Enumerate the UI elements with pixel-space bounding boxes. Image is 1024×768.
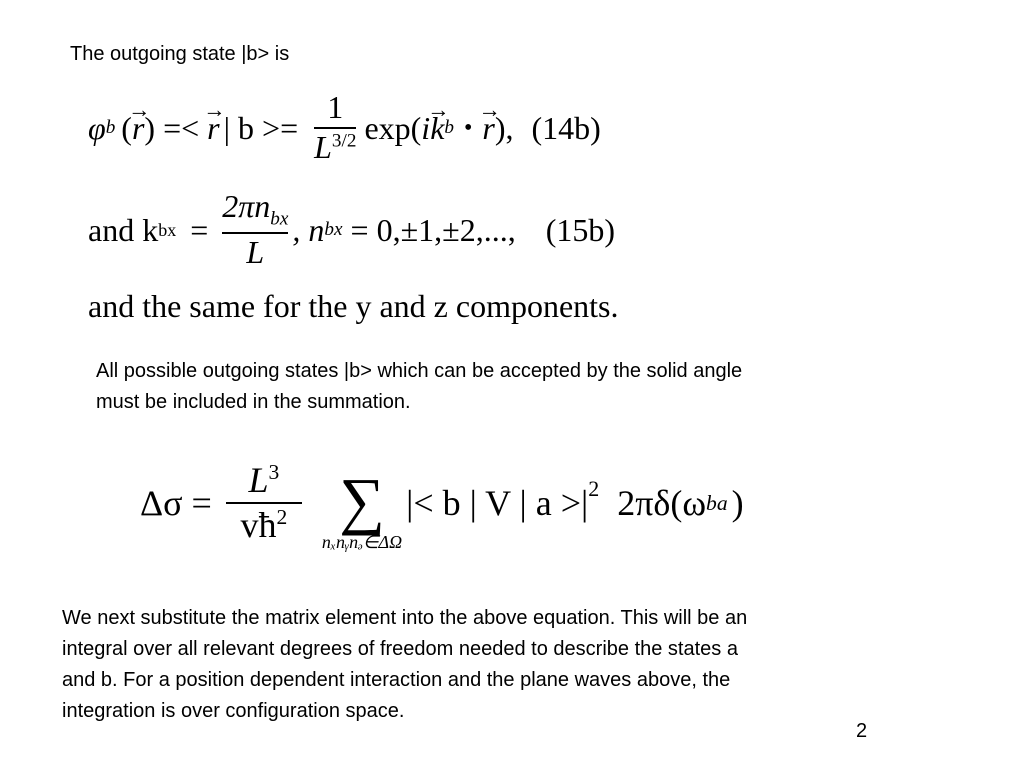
paragraph-2-line-3: and b. For a position dependent interaction and the plane waves above, the [62,669,731,691]
r-vector: → r [132,110,144,147]
sigma-denominator: $vħ^2$ [240,505,288,545]
eq15b-denominator: L [246,233,265,270]
paragraph-2-line-1: We next substitute the matrix element into the above equation. This will be an [62,607,748,629]
n-values: = 0,±1,±2,..., [350,211,516,248]
sum-lower-limit: nₓnᵧnₔ∈ΔΩ [321,532,403,553]
eq14b-ket: | b >= [223,109,307,146]
delta-function: 2πδ(ω [617,483,707,523]
k-subscript: b [444,117,454,138]
eq15b-numerator: $2\pi n_{bx}$ [222,188,289,230]
eq15b-fraction [222,190,288,269]
sigma-fraction [226,461,302,545]
fraction-bar [226,502,302,504]
and-k: and k [88,211,159,248]
paragraph-1-line-2: must be included in the summation. [96,391,411,413]
eq14b-open: ( [121,109,132,146]
eq14b-denominator: $L^{3/2}$ [314,129,357,165]
intro-text: The outgoing state |b> is [70,43,290,65]
eq14b-fraction [314,91,356,164]
same-for-yz-text: and the same for the y and z components. [88,288,619,324]
imaginary-i: i [421,109,431,146]
equals-sign: = [190,211,209,248]
eq14b-numerator: 1 [327,89,344,126]
matrix-element: |< b | V | a >| [406,483,589,523]
paragraph-1-line-1: All possible outgoing states |b> which can be accepted by the solid angle [96,360,743,382]
n-bx-subscript: bx [324,219,343,240]
sigma-numerator: $L^3$ [248,460,280,501]
phi-subscript: b [105,117,116,138]
r-vector-3: → r [482,110,494,147]
matrix-exponent: 2 [588,476,600,501]
k-vector: → k [430,110,444,147]
exp-function: exp( [364,109,422,146]
equation-15b [88,180,615,280]
cross-section-equation [140,438,744,568]
delta-close: ) [731,483,744,523]
omega-subscript: ba [706,490,728,515]
page-number: 2 [856,720,868,742]
equation-label-15b: (15b) [545,211,616,248]
delta-sigma: Δσ = [140,483,212,523]
phi-symbol: φ [88,109,106,146]
sum-symbol: ∑ [339,465,385,537]
eq14b-bra: ) =< [144,109,208,146]
paragraph-2-line-2: integral over all relevant degrees of freedom needed to describe the states a [62,638,738,660]
k-bx-subscript: bx [158,219,177,240]
dot-operator: • [463,114,473,141]
eq14b-close: ), [494,109,514,146]
r-vector-2: → r [207,110,219,147]
equation-label-14b: (14b) [531,109,601,146]
equation-14b [88,82,601,174]
paragraph-2-line-4: integration is over configuration space. [62,700,405,722]
n-symbol: , n [292,211,325,248]
summation [321,465,403,553]
